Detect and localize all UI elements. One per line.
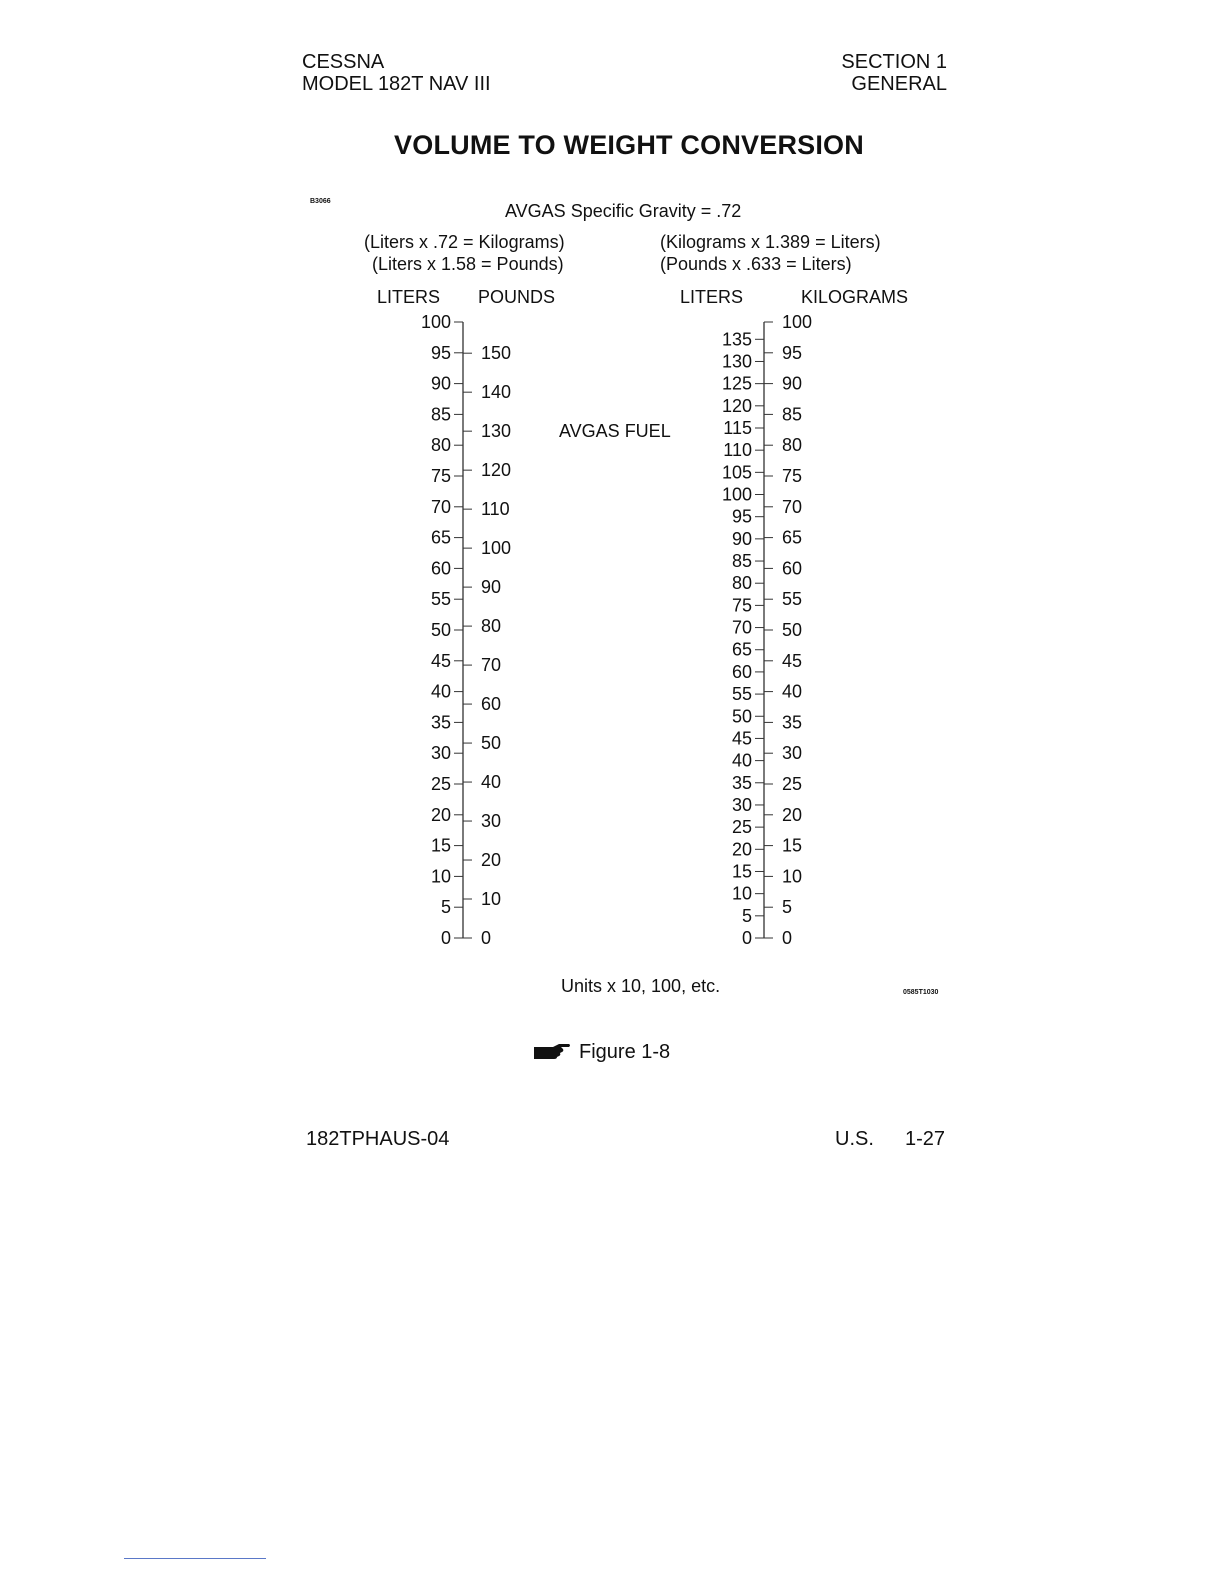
liters-kilograms-scale-left-tick-label: 70 bbox=[731, 617, 752, 638]
liters-pounds-scale-left-tick-label: 35 bbox=[430, 712, 451, 733]
liters-kilograms-scale-right-tick-label: 95 bbox=[782, 342, 803, 363]
liters-kilograms-scale-left-tick-label: 50 bbox=[731, 706, 752, 727]
liters-kilograms-scale-left-tick-label: 120 bbox=[721, 395, 752, 416]
liters-pounds-scale-left-tick-label: 60 bbox=[430, 558, 451, 579]
liters-pounds-scale-left-tick-label: 80 bbox=[430, 435, 451, 456]
liters-pounds-scale-right-tick-label: 40 bbox=[481, 772, 502, 793]
liters-pounds-scale-left-tick-label: 40 bbox=[430, 681, 451, 702]
liters-pounds-scale-left-tick-label: 45 bbox=[430, 650, 451, 671]
liters-kilograms-scale-right-tick-label: 90 bbox=[782, 373, 803, 394]
liters-pounds-scale-left-tick-label: 55 bbox=[430, 589, 451, 610]
liters-pounds-scale-left-tick-label: 50 bbox=[430, 620, 451, 640]
left-scale-liters-header: LITERS bbox=[377, 287, 441, 307]
liters-pounds-scale-left-tick-label: 20 bbox=[430, 804, 451, 825]
right-scale-kilograms-header: KILOGRAMS bbox=[801, 287, 909, 307]
liters-kilograms-scale-right-tick-label: 25 bbox=[782, 774, 803, 794]
liters-pounds-scale-right-tick-label: 150 bbox=[481, 343, 512, 364]
figure-label: Figure 1-8 bbox=[579, 1041, 671, 1063]
footer-document-id: 182TPHAUS-04 bbox=[306, 1128, 450, 1150]
liters-pounds-scale-right-tick-label: 30 bbox=[481, 811, 502, 832]
liters-kilograms-scale-left-tick-label: 95 bbox=[731, 506, 752, 527]
header-section: SECTION 1 bbox=[841, 51, 947, 73]
liters-kilograms-scale-left-tick-label: 15 bbox=[731, 861, 752, 882]
liters-pounds-scale-right-tick-label: 20 bbox=[481, 850, 502, 871]
liters-pounds-scale-right-tick-label: 60 bbox=[481, 694, 502, 715]
liters-pounds-scale-left-tick-label: 15 bbox=[430, 835, 451, 856]
liters-kilograms-scale-left-tick-label: 10 bbox=[731, 883, 752, 904]
liters-pounds-scale-left-tick-label: 25 bbox=[430, 774, 451, 794]
footer-page-number: 1-27 bbox=[905, 1128, 946, 1150]
liters-kilograms-scale-right-tick-label: 85 bbox=[782, 404, 803, 425]
units-note: Units x 10, 100, etc. bbox=[561, 976, 721, 996]
liters-pounds-scale-right-tick-label: 90 bbox=[481, 577, 502, 598]
liters-kilograms-scale-left-tick-label: 20 bbox=[731, 839, 752, 860]
liters-kilograms-scale-left-tick-label: 115 bbox=[723, 417, 752, 438]
liters-pounds-scale-left-tick-label: 10 bbox=[430, 866, 451, 887]
liters-kilograms-scale-right-tick-label: 45 bbox=[782, 650, 803, 671]
liters-kilograms-scale-left-tick-label: 25 bbox=[731, 817, 752, 838]
liters-pounds-scale-right-tick-label: 100 bbox=[481, 538, 512, 559]
liters-pounds-scale-left-tick-label: 75 bbox=[430, 466, 451, 486]
liters-kilograms-scale-right-tick-label: 20 bbox=[782, 804, 803, 825]
liters-pounds-scale-left-tick-label: 85 bbox=[430, 404, 451, 425]
liters-kilograms-scale-left-tick-label: 130 bbox=[721, 351, 752, 372]
figure-code: B3066 bbox=[310, 198, 331, 205]
divider-line bbox=[124, 1558, 266, 1559]
liters-pounds-scale-left-tick-label: 95 bbox=[430, 342, 451, 363]
liters-kilograms-scale-left-tick-label: 85 bbox=[731, 551, 752, 572]
liters-kilograms-scale-left-tick-label: 125 bbox=[721, 373, 752, 394]
liters-kilograms-scale-right-tick-label: 65 bbox=[782, 527, 803, 548]
liters-pounds-scale-right-tick-label: 120 bbox=[481, 460, 512, 481]
liters-kilograms-scale-right-tick-label: 40 bbox=[782, 681, 803, 702]
liters-kilograms-scale-right-tick-label: 5 bbox=[782, 897, 793, 918]
liters-kilograms-scale-right-tick-label: 35 bbox=[782, 712, 803, 733]
liters-pounds-scale-right-tick-label: 80 bbox=[481, 616, 502, 637]
avgas-fuel-label: AVGAS FUEL bbox=[559, 421, 671, 441]
liters-kilograms-scale-right-tick-label: 100 bbox=[782, 312, 813, 332]
liters-pounds-scale-right-tick-label: 130 bbox=[481, 421, 512, 442]
liters-kilograms-scale-left-tick-label: 55 bbox=[731, 684, 752, 705]
footer-region: U.S. bbox=[835, 1128, 874, 1150]
liters-kilograms-scale-left-tick-label: 75 bbox=[731, 595, 752, 616]
liters-kilograms-scale-right-tick-label: 50 bbox=[782, 620, 803, 640]
liters-kilograms-scale-left-tick-label: 80 bbox=[731, 573, 752, 594]
liters-kilograms-scale-left-tick-label: 135 bbox=[721, 329, 752, 350]
liters-pounds-scale-right-tick-label: 70 bbox=[481, 655, 502, 676]
liters-pounds-scale-left-tick-label: 30 bbox=[430, 743, 451, 764]
header-section-name: GENERAL bbox=[851, 73, 947, 95]
liters-kilograms-scale-right-tick-label: 10 bbox=[782, 866, 803, 887]
formula-liters-to-lb: (Liters x 1.58 = Pounds) bbox=[372, 254, 564, 274]
small-code: 0585T1030 bbox=[903, 989, 939, 996]
liters-pounds-scale-left-tick-label: 100 bbox=[420, 312, 451, 332]
liters-kilograms-scale-left-tick-label: 35 bbox=[731, 772, 752, 793]
header-model: MODEL 182T NAV III bbox=[302, 73, 491, 95]
liters-kilograms-scale-left-tick-label: 105 bbox=[721, 462, 752, 483]
liters-pounds-scale-right-tick-label: 50 bbox=[481, 733, 502, 754]
liters-kilograms-scale-right-tick-label: 70 bbox=[782, 496, 803, 517]
formula-lb-to-liters: (Pounds x .633 = Liters) bbox=[660, 254, 852, 274]
liters-pounds-scale-right-tick-label: 110 bbox=[481, 499, 510, 520]
left-scale-pounds-header: POUNDS bbox=[478, 287, 556, 307]
liters-kilograms-scale-left-tick-label: 45 bbox=[731, 728, 752, 749]
liters-pounds-scale-right-tick-label: 140 bbox=[481, 382, 512, 403]
page-title: VOLUME TO WEIGHT CONVERSION bbox=[394, 130, 864, 160]
liters-kilograms-scale-left-tick-label: 110 bbox=[723, 440, 752, 461]
right-scale-liters-header: LITERS bbox=[680, 287, 744, 307]
liters-kilograms-scale-left-tick-label: 5 bbox=[741, 905, 752, 926]
liters-kilograms-scale-right-tick-label: 60 bbox=[782, 558, 803, 579]
liters-kilograms-scale-left-tick-label: 0 bbox=[741, 928, 752, 948]
liters-pounds-scale-right-tick-label: 10 bbox=[481, 889, 502, 910]
liters-kilograms-scale-left-tick-label: 90 bbox=[731, 528, 752, 549]
liters-kilograms-scale-right-tick-label: 75 bbox=[782, 466, 803, 486]
liters-kilograms-scale-right-tick-label: 30 bbox=[782, 743, 803, 764]
formula-liters-to-kg: (Liters x .72 = Kilograms) bbox=[364, 232, 565, 252]
liters-kilograms-scale-right-tick-label: 55 bbox=[782, 589, 803, 610]
liters-kilograms-scale-left-tick-label: 65 bbox=[731, 639, 752, 660]
liters-kilograms-scale-left-tick-label: 40 bbox=[731, 750, 752, 771]
liters-kilograms-scale-right-tick-label: 0 bbox=[782, 928, 793, 948]
liters-kilograms-scale-left-tick-label: 60 bbox=[731, 661, 752, 682]
formula-kg-to-liters: (Kilograms x 1.389 = Liters) bbox=[660, 232, 881, 252]
liters-kilograms-scale-right-tick-label: 80 bbox=[782, 435, 803, 456]
header-manufacturer: CESSNA bbox=[302, 51, 385, 73]
liters-pounds-scale-left-tick-label: 90 bbox=[430, 373, 451, 394]
liters-kilograms-scale-right-tick-label: 15 bbox=[782, 835, 803, 856]
liters-pounds-scale-left-tick-label: 5 bbox=[440, 897, 451, 918]
specific-gravity: AVGAS Specific Gravity = .72 bbox=[505, 201, 742, 221]
liters-pounds-scale-left-tick-label: 0 bbox=[440, 928, 451, 948]
liters-kilograms-scale-left-tick-label: 100 bbox=[721, 484, 752, 505]
liters-kilograms-scale-left-tick-label: 30 bbox=[731, 794, 752, 815]
liters-pounds-scale-left-tick-label: 65 bbox=[430, 527, 451, 548]
pointing-hand-icon bbox=[533, 1041, 571, 1066]
liters-pounds-scale-left-tick-label: 70 bbox=[430, 496, 451, 517]
liters-pounds-scale-right-tick-label: 0 bbox=[481, 928, 492, 948]
